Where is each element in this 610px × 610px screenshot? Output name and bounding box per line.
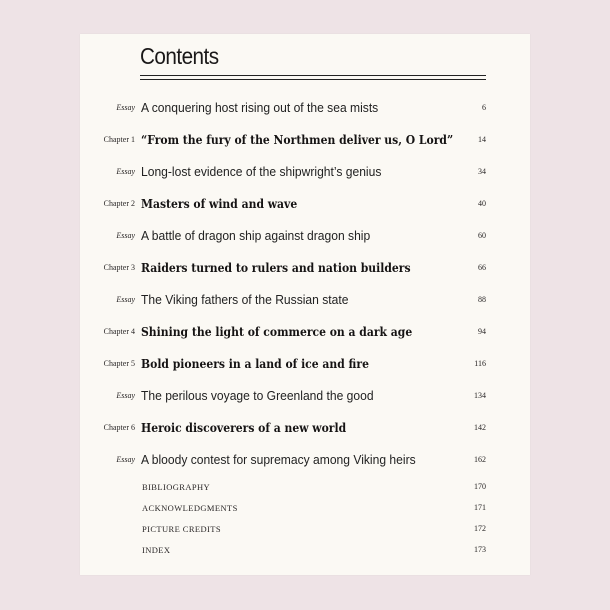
- back-matter-entry[interactable]: [80, 542, 530, 558]
- entry-page-number: 34: [478, 167, 486, 176]
- entry-title: Masters of wind and wave: [141, 197, 298, 211]
- back-matter-title: ACKNOWLEDGMENTS: [142, 503, 238, 513]
- entry-title: Bold pioneers in a land of ice and fire: [141, 357, 369, 371]
- entry-label: Essay: [116, 167, 135, 176]
- entry-title: The perilous voyage to Greenland the good: [141, 388, 374, 403]
- entry-page-number: 88: [478, 295, 486, 304]
- back-matter-title: PICTURE CREDITS: [142, 524, 221, 534]
- entry-title: A bloody contest for supremacy among Viking heirs: [141, 452, 416, 467]
- title-rule-top: [140, 75, 486, 76]
- back-matter-entry[interactable]: [80, 500, 530, 516]
- toc-entry[interactable]: [80, 418, 530, 440]
- entry-title: The Viking fathers of the Russian state: [141, 292, 349, 307]
- toc-entry[interactable]: [80, 194, 530, 216]
- entry-page-number: 14: [478, 135, 486, 144]
- toc-entry[interactable]: [80, 450, 530, 472]
- page-title: Contents: [140, 43, 219, 69]
- entry-label: Chapter 1: [103, 135, 135, 144]
- contents-page: [80, 34, 530, 575]
- entry-page-number: 40: [478, 199, 486, 208]
- entry-label: Essay: [116, 295, 135, 304]
- entry-label: Chapter 3: [103, 263, 135, 272]
- back-matter-entry[interactable]: [80, 479, 530, 495]
- entry-page-number: 116: [474, 359, 486, 368]
- entry-title: A conquering host rising out of the sea mists: [141, 100, 379, 115]
- entry-label: Essay: [116, 391, 135, 400]
- title-rule-bottom: [140, 79, 486, 80]
- entry-page-number: 142: [474, 423, 486, 432]
- entry-label: Essay: [116, 103, 135, 112]
- entry-page-number: 66: [478, 263, 486, 272]
- entry-title: Shining the light of commerce on a dark age: [141, 325, 413, 339]
- entry-page-number: 162: [474, 455, 486, 464]
- entry-title: “From the fury of the Northmen deliver us, O Lord”: [141, 133, 454, 147]
- entry-label: Chapter 4: [103, 327, 135, 336]
- back-matter-entry[interactable]: [80, 521, 530, 537]
- toc-entry[interactable]: [80, 354, 530, 376]
- back-matter-page-number: 171: [474, 503, 486, 512]
- toc-entry[interactable]: [80, 130, 530, 152]
- toc-entry[interactable]: [80, 322, 530, 344]
- entry-title: Long-lost evidence of the shipwright’s genius: [141, 164, 382, 179]
- entry-page-number: 6: [482, 103, 486, 112]
- back-matter-title: BIBLIOGRAPHY: [142, 482, 211, 492]
- entry-label: Chapter 5: [103, 359, 135, 368]
- toc-entry[interactable]: [80, 290, 530, 312]
- toc-entry[interactable]: [80, 258, 530, 280]
- back-matter-page-number: 170: [474, 482, 486, 491]
- entry-page-number: 94: [478, 327, 486, 336]
- entry-label: Essay: [116, 231, 135, 240]
- entry-title: A battle of dragon ship against dragon ship: [141, 228, 371, 243]
- toc-entry[interactable]: [80, 162, 530, 184]
- back-matter-title: INDEX: [142, 545, 171, 555]
- toc-entry[interactable]: [80, 226, 530, 248]
- entry-label: Chapter 2: [103, 199, 135, 208]
- entry-label: Essay: [116, 455, 135, 464]
- toc-entry[interactable]: [80, 386, 530, 408]
- entry-title: Heroic discoverers of a new world: [141, 421, 347, 435]
- toc-entry[interactable]: [80, 98, 530, 120]
- entry-label: Chapter 6: [103, 423, 135, 432]
- entry-page-number: 60: [478, 231, 486, 240]
- entry-title: Raiders turned to rulers and nation builders: [141, 261, 411, 275]
- entry-page-number: 134: [474, 391, 486, 400]
- back-matter-page-number: 173: [474, 545, 486, 554]
- back-matter-page-number: 172: [474, 524, 486, 533]
